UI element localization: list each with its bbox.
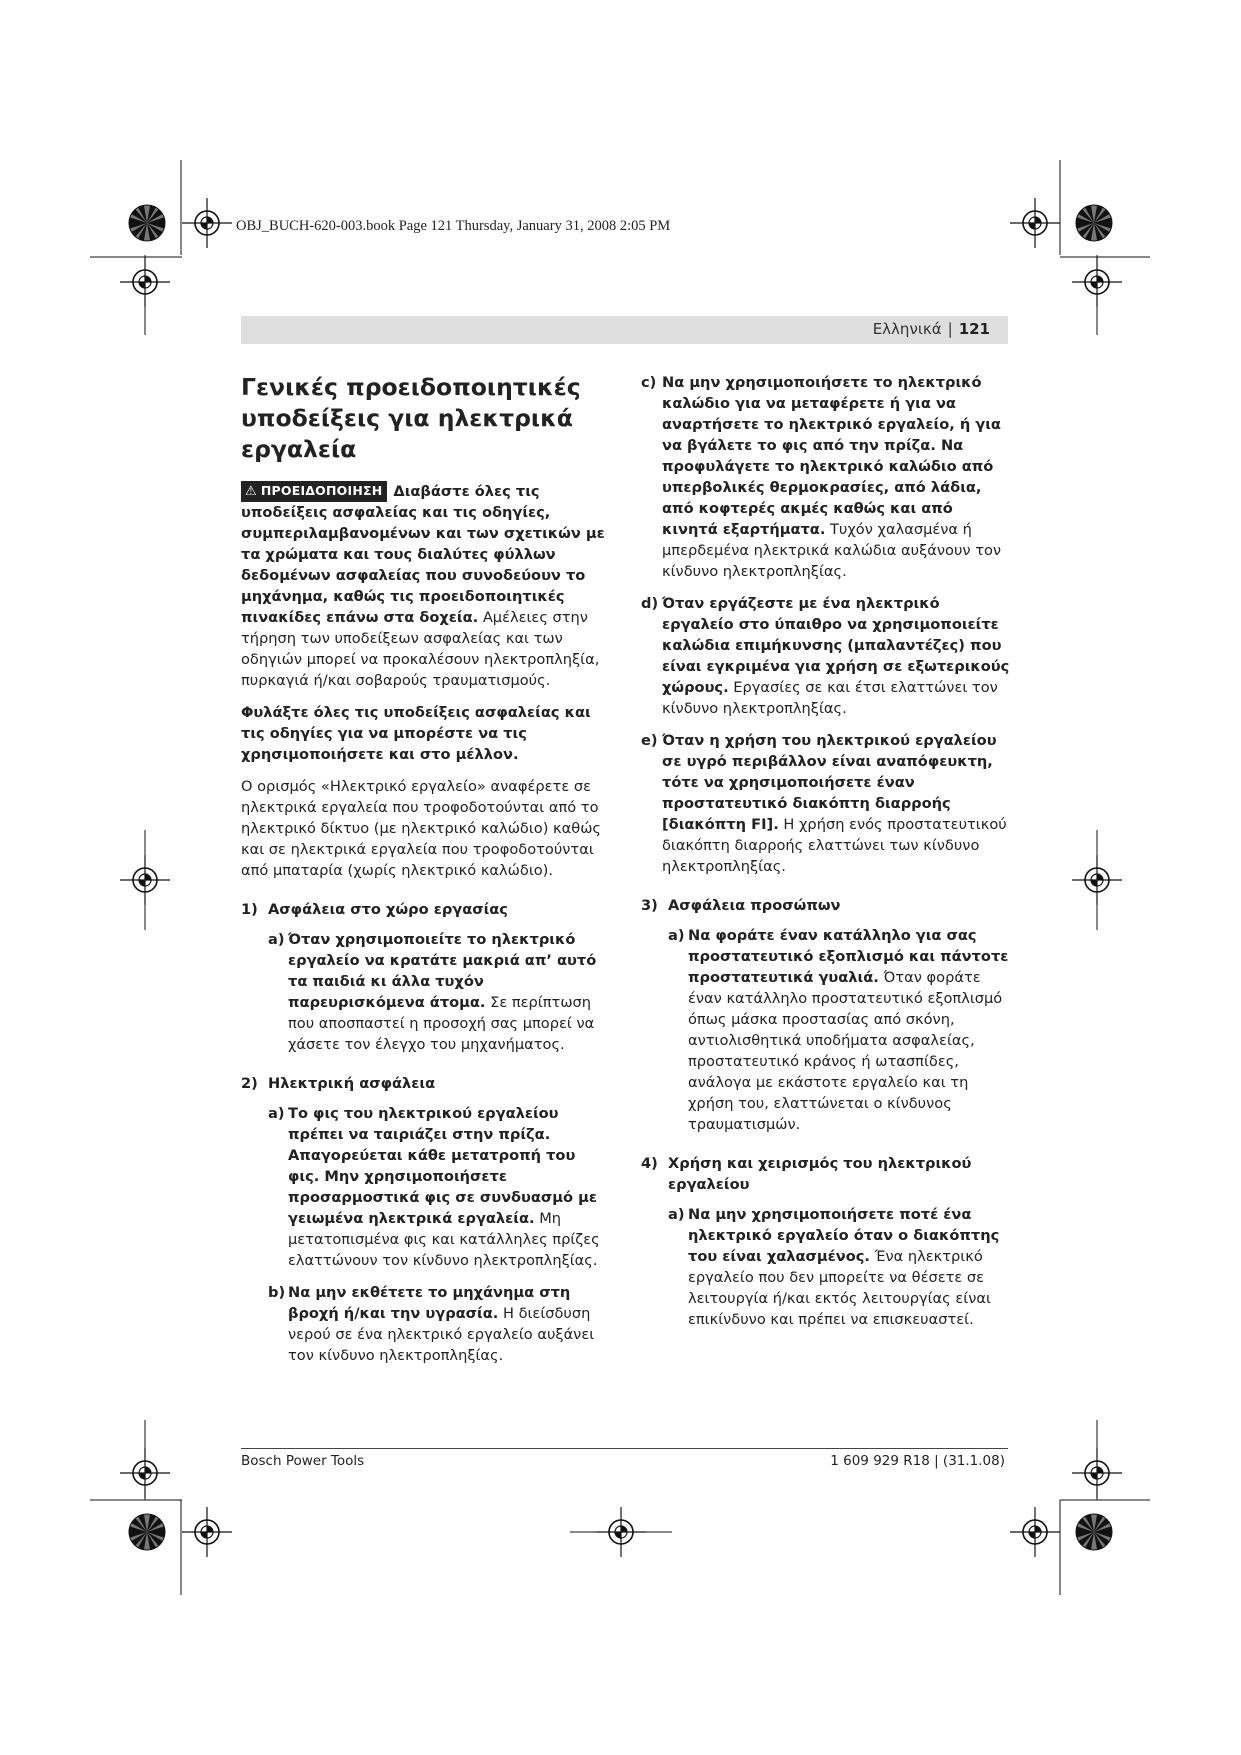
section-4a: a) Να μην χρησιμοποιήσετε ποτέ ένα ηλεκτρικό εργαλείο όταν ο διακόπτης του είναι χαλασμένος. Ένα ηλεκτρικό εργαλείο που δεν μπορείτε να θέσετε σε λειτουργία ή/και εκτός λειτουργίας είναι επικίνδυνο και πρέπει να επισκευαστεί.: [668, 1206, 1000, 1328]
warning-paragraph: [241, 481, 609, 691]
warning-triangle-icon: ⚠: [245, 484, 257, 499]
page-title: Γενικές προειδοποιητικές υποδείξεις για ηλεκτρικά εργαλεία: [241, 373, 581, 463]
warning-intro-text: Αμέλειες στην τήρηση των υποδείξεων ασφαλείας και των οδηγιών μπορεί να προκαλέσουν ηλεκτροπληξία, πυρκαγιά ή/και σοβαρούς τραυματισμούς.: [241, 609, 600, 689]
section-2b: b) Να μην εκθέτετε το μηχάνημα στη βροχή ή/και την υγρασία. Η διείσδυση νερού σε ένα ηλεκτρικό εργαλείο αυξάνει τον κίνδυνο ηλεκτροπληξίας.: [268, 1284, 595, 1364]
section-2-heading: 2) Ηλεκτρική ασφάλεια: [241, 1075, 436, 1092]
header-separator: |: [947, 320, 953, 338]
section-1a: a) Όταν χρησιμοποιείτε το ηλεκτρικό εργαλείο να κρατάτε μακριά απ’ αυτό τα παιδιά κι άλλα τυχόν παρευρισκόμενα άτομα. Σε περίπτωση που αποσπαστεί η προσοχή σας μπορεί να χάσετε τον έλεγχο του μηχανήματος.: [268, 931, 597, 1053]
footer-doc-number: 1 609 929 R18 | (31.1.08): [830, 1453, 1005, 1469]
print-slug: OBJ_BUCH-620-003.book Page 121 Thursday, January 31, 2008 2:05 PM: [236, 218, 671, 234]
section-3a: a) Να φοράτε έναν κατάλληλο για σας προστατευτικό εξοπλισμό και πάντοτε προστατευτικά γυαλιά. Όταν φοράτε έναν κατάλληλο προστατευτικό εξοπλισμό όπως μάσκα προστασίας από σκόνη, αντιολισθητικά υποδήματα ασφαλείας, προστατευτικό κράνος ή ωτασπίδες, ανάλογα με εκάστοτε εργαλείο και τη χρήση του, ελαττώνεται ο κίνδυνος τραυματισμών.: [668, 927, 1009, 1133]
keep-instructions: Φυλάξτε όλες τις υποδείξεις ασφαλείας και τις οδηγίες για να μπορέστε να τις χρησιμοποιήσετε και στο μέλλον.: [241, 704, 591, 763]
right-column: [641, 372, 1011, 1341]
section-3-heading: 3) Ασφάλεια προσώπων: [641, 897, 841, 914]
section-2d: d) Όταν εργάζεστε με ένα ηλεκτρικό εργαλείο στο ύπαιθρο να χρησιμοποιείτε καλώδια επιμήκυνσης (μπαλαντέζες) που είναι εγκριμένα για χρήση σε εξωτερικούς χώρους. Εργασίες σε και έτσι ελαττώνει τον κίνδυνο ηλεκτροπληξίας.: [641, 595, 1010, 717]
section-1-heading: 1) Ασφάλεια στο χώρο εργασίας: [241, 901, 508, 918]
page-number: 121: [958, 320, 990, 338]
header-text: [873, 320, 990, 338]
footer-rule: [241, 1448, 1008, 1449]
section-2c: c) Να μην χρησιμοποιήσετε το ηλεκτρικό καλώδιο για να μεταφέρετε ή για να αναρτήσετε το ηλεκτρικό εργαλείο, ή για να βγάλετε το φις από την πρίζα. Να προφυλάγετε το ηλεκτρικό καλώδιο από υπερβολικές θερμοκρασίες, από λάδια, από κοφτερές ακμές καθώς και από κινητά εξαρτήματα. Τυχόν χαλασμένα ή μπερδεμένα ηλεκτρικά καλώδια αυξάνουν τον κίνδυνο ηλεκτροπληξίας.: [641, 374, 1002, 580]
warning-intro-bold: Διαβάστε όλες τις υποδείξεις ασφαλείας και τις οδηγίες, συμπεριλαμβανομένων και των σχετικών με τα χρώματα και τους διαλύτες φύλλων δεδομένων ασφαλείας που συνοδεύουν το μηχάνημα, καθώς τις προειδοποιητικές πινακίδες επάνω στα δοχεία.: [241, 483, 605, 626]
left-column: [241, 372, 609, 1377]
footer-publisher: Bosch Power Tools: [241, 1453, 365, 1469]
section-4-heading: 4) Χρήση και χειρισμός του ηλεκτρικού εργαλείου: [641, 1155, 972, 1193]
section-2e: e) Όταν η χρήση του ηλεκτρικού εργαλείου σε υγρό περιβάλλον είναι αναπόφευκτη, τότε να χρησιμοποιήσετε έναν προστατευτικό διακόπτη διαρροής [διακόπτη FI]. Η χρήση ενός προστατευτικού διακόπτη διαρροής ελαττώνει των κίνδυνο ηλεκτροπληξίας.: [641, 732, 1007, 875]
definition-paragraph: Ο ορισμός «Ηλεκτρικό εργαλείο» αναφέρετε σε ηλεκτρικά εργαλεία που τροφοδοτούνται από το ηλεκτρικό δίκτυο (με ηλεκτρικό καλώδιο) καθώς και σε ηλεκτρικά εργαλεία που τροφοδοτούνται από μπαταρία (χωρίς ηλεκτρικό καλώδιο).: [241, 778, 601, 879]
page-header: [241, 316, 1008, 344]
section-2a: a) Το φις του ηλεκτρικού εργαλείου πρέπει να ταιριάζει στην πρίζα. Απαγορεύεται κάθε μετατροπή του φις. Μην χρησιμοποιήσετε προσαρμοστικά φις σε συνδυασμό με γειωμένα ηλεκτρικά εργαλεία. Μη μετατοπισμένα φις και κατάλληλες πρίζες ελαττώνουν τον κίνδυνο ηλεκτροπληξίας.: [268, 1105, 600, 1269]
warning-badge: ⚠ ΠΡΟΕΙΔΟΠΟΙΗΣΗ: [241, 481, 387, 502]
header-language: Ελληνικά: [872, 320, 942, 338]
